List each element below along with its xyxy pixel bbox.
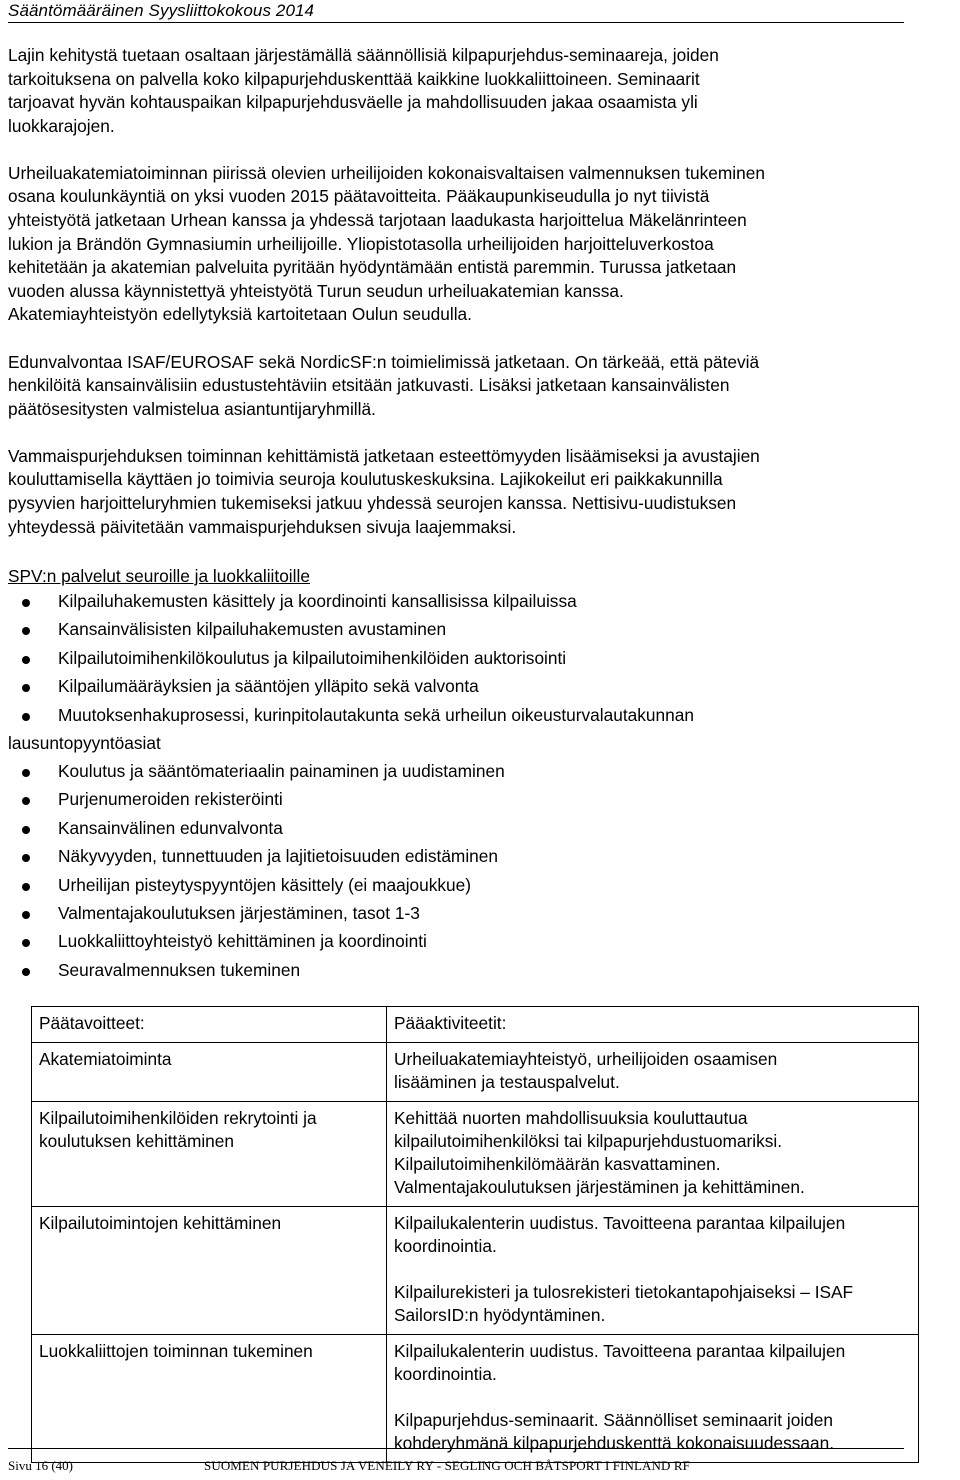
bullet-icon xyxy=(22,713,30,721)
list-item xyxy=(8,874,908,897)
paragraph xyxy=(8,162,908,327)
paragraph-line: Edunvalvontaa ISAF/EUROSAF sekä NordicSF:n toimielimissä jatketaan. On tärkeää, että päteviä xyxy=(8,351,760,372)
activity-line: lisääminen ja testauspalvelut. xyxy=(394,1072,620,1092)
list-item-text: Urheilijan pisteytyspyyntöjen käsittely (ei maajoukkue) xyxy=(58,874,472,895)
list-item-text: Kilpailutoimihenkilökoulutus ja kilpailutoimihenkilöiden auktorisointi xyxy=(58,647,567,668)
activity-line xyxy=(394,1258,911,1281)
bullet-icon xyxy=(22,769,30,777)
goal-cell xyxy=(32,1102,387,1207)
bullet-icon xyxy=(22,826,30,834)
paragraph xyxy=(8,44,908,138)
page-number: Sivu 16 (40) xyxy=(8,1458,73,1473)
page-footer xyxy=(8,1448,904,1480)
paragraph-line: päätösesitysten valmistelua asiantuntijaryhmillä. xyxy=(8,398,376,419)
bullet-icon xyxy=(22,968,30,976)
list-item-text: Seuravalmennuksen tukeminen xyxy=(58,959,301,980)
bullet-icon xyxy=(22,797,30,805)
list-item xyxy=(8,590,908,613)
activity-line: Kilpapurjehdus-seminaarit. Säännölliset seminaarit joiden xyxy=(394,1410,833,1430)
list-item-text: Näkyvyyden, tunnettuuden ja lajitietoisuuden edistäminen xyxy=(58,846,498,867)
activity-line xyxy=(394,1386,911,1409)
activity-line: Kilpailukalenterin uudistus. Tavoitteena parantaa kilpailujen xyxy=(394,1341,846,1361)
paragraph-line: Vammaispurjehduksen toiminnan kehittämistä jatketaan esteettömyyden lisäämiseksi ja avustajien xyxy=(8,445,760,466)
bullet-icon xyxy=(22,684,30,692)
table-row xyxy=(32,1102,919,1207)
bullet-icon xyxy=(22,883,30,891)
list-item-text: Valmentajakoulutuksen järjestäminen, tasot 1-3 xyxy=(58,902,420,923)
goals-table xyxy=(31,1006,919,1463)
paragraph-line: lukion ja Brändön Gymnasiumin urheilijoille. Yliopistotasolla urheilijoiden harjoitteluverkostoa xyxy=(8,233,714,254)
list-item-text: Koulutus ja sääntömateriaalin painaminen ja uudistaminen xyxy=(58,760,505,781)
goal-cell xyxy=(32,1335,387,1463)
body-text xyxy=(8,44,908,539)
bullet-icon xyxy=(22,627,30,635)
list-item xyxy=(8,788,908,811)
list-item xyxy=(8,675,908,698)
list-item xyxy=(8,930,908,953)
activity-line: Kilpailurekisteri ja tulosrekisteri tietokantapohjaiseksi – ISAF xyxy=(394,1282,854,1302)
list-item-text: Luokkaliittoyhteistyö kehittäminen ja koordinointi xyxy=(58,931,427,952)
list-item-text: Kilpailumääräyksien ja sääntöjen ylläpito sekä valvonta xyxy=(58,676,479,697)
paragraph-line: kouluttamisella käyttäen jo toimivia seuroja koulutuskeskuksina. Lajikokeilut eri paikkakunnilla xyxy=(8,469,723,490)
activity-line: kohderyhmänä kilpapurjehduskenttä kokonaisuudessaan. xyxy=(394,1433,835,1453)
paragraph-line: luokkarajojen. xyxy=(8,115,115,136)
paragraph-line: tarjoavat hyvän kohtauspaikan kilpapurjehdusväelle ja mahdollisuuden jakaa osaamista yli xyxy=(8,92,698,113)
list-item xyxy=(8,704,908,755)
paragraph-line: henkilöitä kansainvälisiin edustustehtäviin etsitään jatkuvasti. Lisäksi jatketaan kansainvälisten xyxy=(8,375,730,396)
activities-cell xyxy=(387,1335,919,1463)
paragraph-line: Lajin kehitystä tuetaan osaltaan järjestämällä säännöllisiä kilpapurjehdus-seminaareja, joiden xyxy=(8,45,719,65)
list-item xyxy=(8,817,908,840)
activity-line: Valmentajakoulutuksen järjestäminen ja kehittäminen. xyxy=(394,1177,805,1197)
activity-line: Kehittää nuorten mahdollisuuksia kouluttautua xyxy=(394,1108,748,1128)
activities-cell xyxy=(387,1207,919,1335)
organization-name: SUOMEN PURJEHDUS JA VENEILY RY - SEGLING OCH BÅTSPORT I FINLAND RF xyxy=(204,1458,690,1473)
bullet-icon xyxy=(22,939,30,947)
bullet-icon xyxy=(22,911,30,919)
list-item xyxy=(8,845,908,868)
paragraph-line: pysyvien harjoitteluryhmien tukemiseksi jatkuu yhdessä seurojen kanssa. Nettisivu-uudistuksen xyxy=(8,493,737,513)
page-header xyxy=(8,0,904,23)
paragraph xyxy=(8,445,908,539)
table-header-activities: Pääaktiviteetit: xyxy=(387,1007,919,1043)
list-item xyxy=(8,618,908,641)
activity-line: Kilpailukalenterin uudistus. Tavoitteena parantaa kilpailujen xyxy=(394,1213,846,1233)
services-list xyxy=(8,590,908,987)
activity-line: SailorsID:n hyödyntäminen. xyxy=(394,1305,606,1325)
table-header-row xyxy=(32,1007,919,1043)
goal-line: Akatemiatoiminta xyxy=(39,1049,172,1069)
table-header-goals: Päätavoitteet: xyxy=(32,1007,387,1043)
list-item-text: Kansainvälinen edunvalvonta xyxy=(58,817,283,838)
table-row xyxy=(32,1043,919,1102)
services-heading: SPV:n palvelut seuroille ja luokkaliitoille xyxy=(8,566,310,586)
list-item xyxy=(8,959,908,982)
goal-line: Luokkaliittojen toiminnan tukeminen xyxy=(39,1341,313,1361)
activity-line: Urheiluakatemiayhteistyö, urheilijoiden osaamisen xyxy=(394,1049,778,1069)
document-title: Sääntömääräinen Syysliittokokous 2014 xyxy=(8,1,315,20)
list-item-text: Muutoksenhakuprosessi, kurinpitolautakunta sekä urheilun oikeusturvalautakunnan xyxy=(58,704,694,725)
paragraph-line: yhteistyötä jatketaan Urhean kanssa ja yhdessä tarjotaan laadukasta harjoittelua Mäkelänrinteen xyxy=(8,210,747,231)
paragraph xyxy=(8,351,908,422)
activity-line: Kilpailutoimihenkilömäärän kasvattaminen. xyxy=(394,1154,721,1174)
activity-line: koordinointia. xyxy=(394,1236,497,1256)
table-row xyxy=(32,1335,919,1463)
list-item xyxy=(8,902,908,925)
activities-cell xyxy=(387,1043,919,1102)
paragraph-line: yhteydessä päivitetään vammaispurjehduksen sivuja laajemmaksi. xyxy=(8,516,517,537)
table-row xyxy=(32,1207,919,1335)
paragraph-line: kehitetään ja akatemian palveluita pyritään hyödyntämään entistä paremmin. Turussa jatketaan xyxy=(8,257,737,278)
list-item-text: Purjenumeroiden rekisteröinti xyxy=(58,789,283,810)
paragraph-line: osana koulunkäyntiä on yksi vuoden 2015 päätavoitteita. Pääkaupunkiseudulla jo nyt tiivistä xyxy=(8,186,710,207)
paragraph-line: Urheiluakatemiatoiminnan piirissä olevien urheilijoiden kokonaisvaltaisen valmennuksen tukeminen xyxy=(8,162,765,183)
list-item xyxy=(8,760,908,783)
list-item-text-continuation: lausuntopyyntöasiat xyxy=(8,732,161,753)
goal-line: koulutuksen kehittäminen xyxy=(39,1131,235,1151)
paragraph-line: tarkoituksena on palvella koko kilpapurjehduskenttää kaikkine luokkaliittoineen. Seminaarit xyxy=(8,68,700,89)
paragraph-line: Akatemiayhteistyön edellytyksiä kartoitetaan Oulun seudulla. xyxy=(8,304,472,325)
activity-line: kilpailutoimihenkilöksi tai kilpapurjehdustuomariksi. xyxy=(394,1131,783,1151)
list-item-text: Kansainvälisisten kilpailuhakemusten avustaminen xyxy=(58,619,447,640)
goal-cell xyxy=(32,1043,387,1102)
bullet-icon xyxy=(22,854,30,862)
paragraph-line: vuoden alussa käynnistettyä yhteistyötä Turun seudun urheiluakatemian kanssa. xyxy=(8,280,624,301)
activities-cell xyxy=(387,1102,919,1207)
bullet-icon xyxy=(22,599,30,607)
list-item xyxy=(8,647,908,670)
activity-line: koordinointia. xyxy=(394,1364,497,1384)
goal-line: Kilpailutoimihenkilöiden rekrytointi ja xyxy=(39,1108,317,1128)
list-item-text: Kilpailuhakemusten käsittely ja koordinointi kansallisissa kilpailuissa xyxy=(58,591,577,611)
goal-cell xyxy=(32,1207,387,1335)
bullet-icon xyxy=(22,656,30,664)
goal-line: Kilpailutoimintojen kehittäminen xyxy=(39,1213,282,1233)
